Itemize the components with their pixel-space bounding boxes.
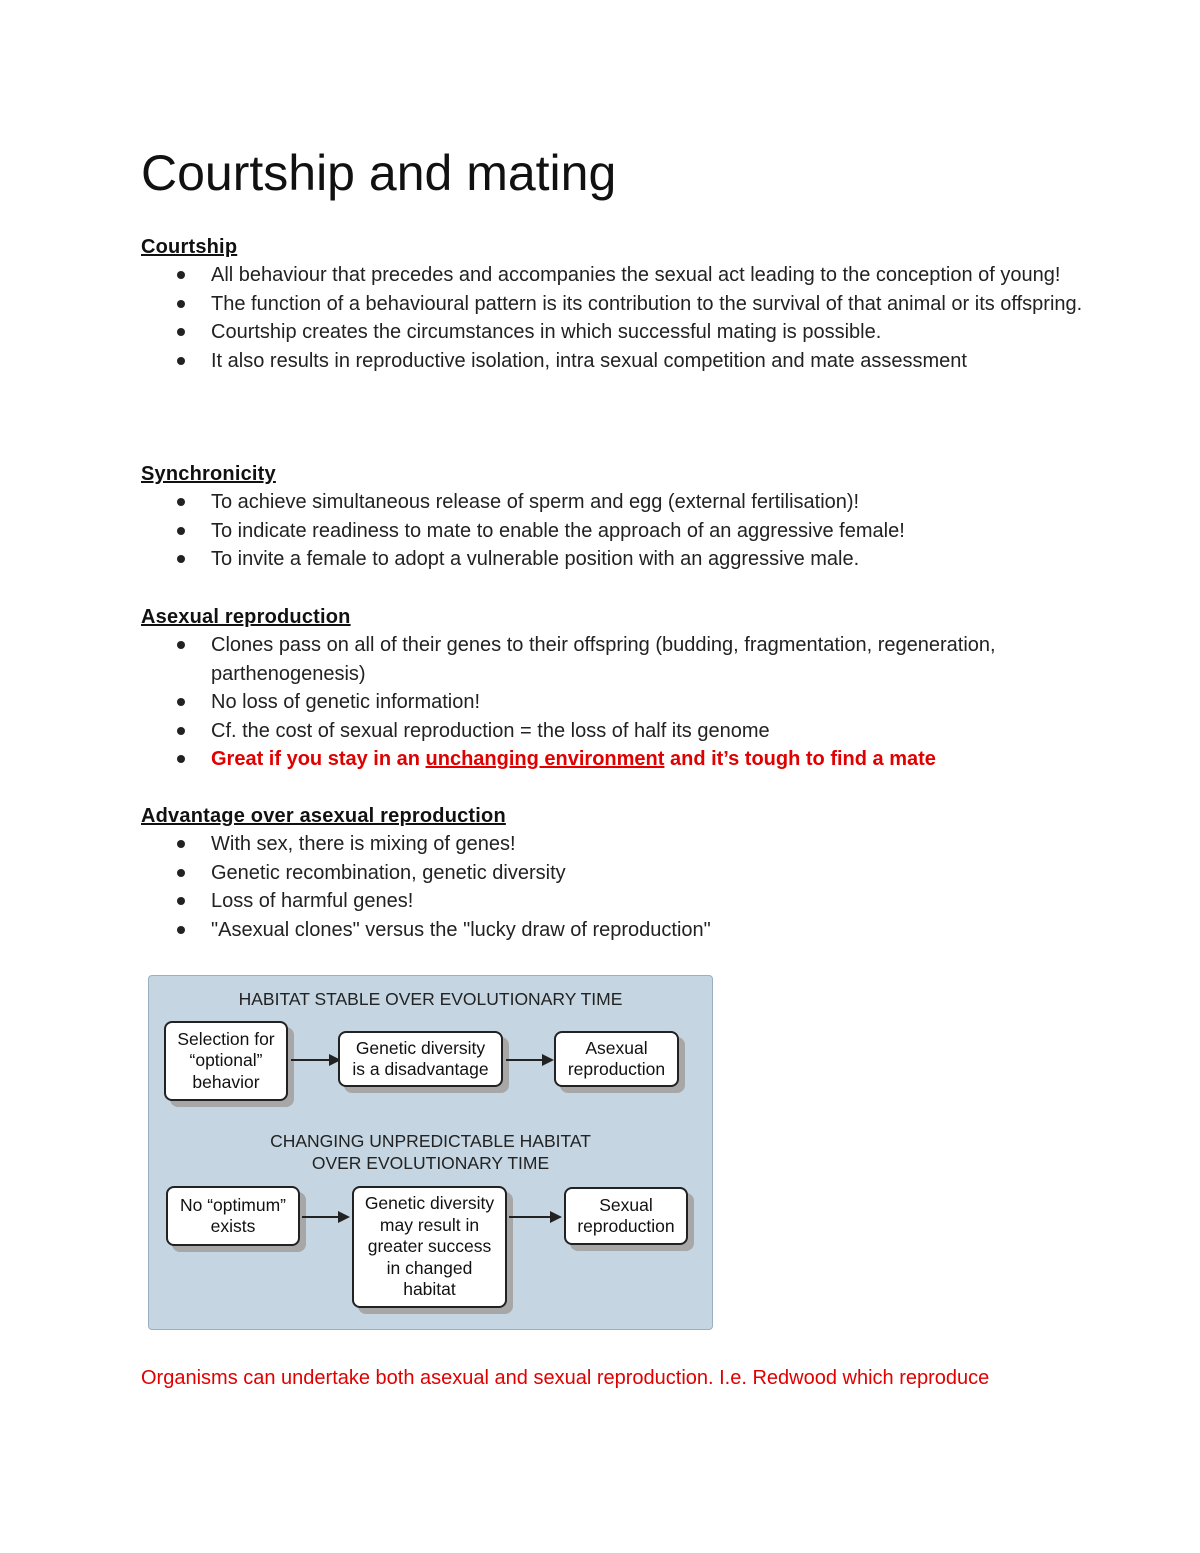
synchronicity-list	[141, 488, 1101, 574]
bullet-icon	[177, 357, 185, 365]
highlight-item: Great if you stay in an unchanging environment and it’s tough to find a mate	[141, 745, 1101, 774]
bullet-icon	[177, 897, 185, 905]
arrow-icon	[291, 1053, 341, 1067]
list-item: Loss of harmful genes!	[141, 887, 1101, 916]
list-item: Clones pass on all of their genes to their offspring (budding, fragmentation, regeneration, parthenogenesis)	[141, 631, 1101, 688]
courtship-list	[141, 261, 1101, 375]
diagram-heading-changing-1: CHANGING UNPREDICTABLE HABITAT	[270, 1131, 591, 1151]
list-item: The function of a behavioural pattern is its contribution to the survival of that animal or its offspring.	[141, 290, 1101, 319]
bullet-icon	[177, 641, 185, 649]
section-advantage	[141, 802, 1101, 944]
bullet-icon	[177, 498, 185, 506]
box-selection-optional: Selection for “optional” behavior	[164, 1021, 288, 1101]
section-synchronicity	[141, 460, 1101, 574]
section-courtship	[141, 233, 1101, 375]
list-item: It also results in reproductive isolation, intra sexual competition and mate assessment	[141, 347, 1101, 376]
list-item: "Asexual clones" versus the "lucky draw of reproduction"	[141, 916, 1101, 945]
section-heading-advantage: Advantage over asexual reproduction	[141, 805, 506, 827]
list-item: To indicate readiness to mate to enable the approach of an aggressive female!	[141, 517, 1101, 546]
list-item: Genetic recombination, genetic diversity	[141, 859, 1101, 888]
bullet-icon	[177, 869, 185, 877]
arrow-icon	[506, 1053, 554, 1067]
bullet-icon	[177, 727, 185, 735]
asexual-list	[141, 631, 1101, 774]
box-asexual-reproduction: Asexual reproduction	[554, 1031, 679, 1087]
bullet-icon	[177, 271, 185, 279]
section-heading-synchronicity: Synchronicity	[141, 463, 276, 485]
list-item: To achieve simultaneous release of sperm and egg (external fertilisation)!	[141, 488, 1101, 517]
bullet-icon	[177, 527, 185, 535]
section-asexual	[141, 603, 1101, 774]
underlined-phrase: unchanging environment	[425, 748, 665, 770]
section-heading-asexual: Asexual reproduction	[141, 606, 351, 628]
list-item: To invite a female to adopt a vulnerable position with an aggressive male.	[141, 545, 1101, 574]
box-diversity-disadvantage: Genetic diversity is a disadvantage	[338, 1031, 503, 1087]
bullet-icon	[177, 840, 185, 848]
diagram-heading-changing-2: OVER EVOLUTIONARY TIME	[311, 1153, 550, 1173]
box-sexual-reproduction: Sexual reproduction	[564, 1187, 688, 1245]
list-item: No loss of genetic information!	[141, 688, 1101, 717]
arrow-icon	[509, 1210, 562, 1224]
list-item: With sex, there is mixing of genes!	[141, 830, 1101, 859]
bullet-icon	[177, 698, 185, 706]
bullet-icon	[177, 926, 185, 934]
box-no-optimum: No “optimum” exists	[166, 1186, 300, 1246]
section-heading-courtship: Courtship	[141, 236, 238, 258]
bullet-icon	[177, 328, 185, 336]
habitat-diagram	[148, 975, 713, 1330]
page-title: Courtship and mating	[141, 145, 617, 201]
bullet-icon	[177, 300, 185, 308]
arrow-icon	[302, 1210, 350, 1224]
bullet-icon	[177, 555, 185, 563]
list-item: Courtship creates the circumstances in which successful mating is possible.	[141, 318, 1101, 347]
list-item: All behaviour that precedes and accompanies the sexual act leading to the conception of young!	[141, 261, 1101, 290]
footer-note: Organisms can undertake both asexual and sexual reproduction. I.e. Redwood which reproduce	[141, 1367, 990, 1389]
diagram-heading-stable: HABITAT STABLE OVER EVOLUTIONARY TIME	[238, 989, 623, 1009]
bullet-icon	[177, 755, 185, 763]
box-diversity-success: Genetic diversity may result in greater success in changed habitat	[352, 1186, 507, 1308]
advantage-list	[141, 830, 1101, 944]
list-item: Cf. the cost of sexual reproduction = the loss of half its genome	[141, 717, 1101, 746]
